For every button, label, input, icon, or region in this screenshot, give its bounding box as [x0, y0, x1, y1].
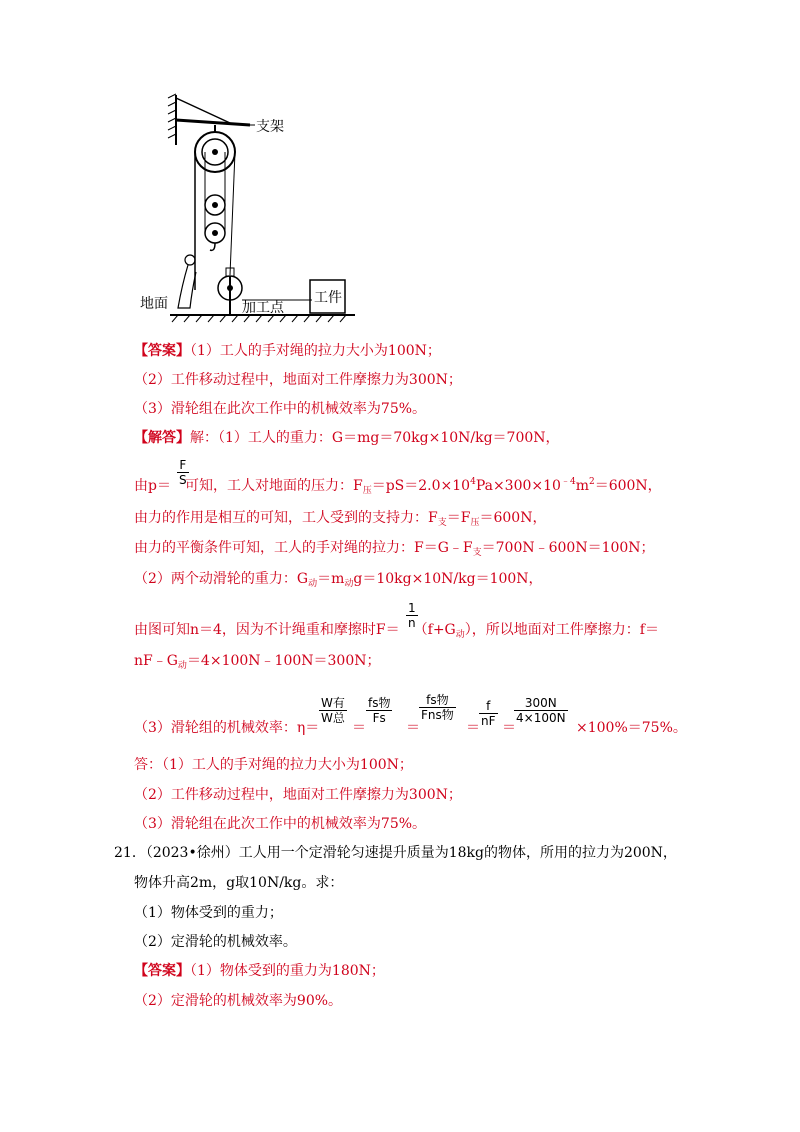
solution-tag: 【解答】 [134, 430, 190, 446]
solution-line-8: （3）滑轮组的机械效率：η＝ [134, 720, 320, 736]
fraction-fns: fs物 Fns物 [421, 693, 454, 722]
solution-line-1 [134, 428, 560, 448]
solution-text: 解：（1）工人的重力：G＝mg＝70kg×10N/kg＝700N， [190, 430, 560, 446]
q21-line-2: 物体升高2m，g取10N/kg。求： [134, 875, 344, 891]
final-line-1 [134, 755, 413, 775]
equals-4: ＝ [502, 720, 516, 736]
fraction-fs: fs物 Fs [368, 696, 391, 725]
solution-line-3: 由力的作用是相互的可知，工人受到的支持力：$F_支=F_压=600N$， [134, 510, 547, 528]
fraction-p: F S [179, 458, 187, 487]
q21-answer-1 [134, 961, 385, 981]
q21-line-1: 21．（2023•徐州）工人用一个定滑轮匀速提升质量为18kg的物体，所用的拉力为200N， [114, 845, 677, 861]
final-tag: 答： [134, 757, 162, 773]
solution-line-7: $nF﹣G_动=4\times 100N﹣100N=300N$； [134, 653, 381, 671]
efficiency-result: ×100%＝75%。 [576, 720, 687, 736]
q21-answer-2: （2）定滑轮的机械效率为90%。 [134, 993, 343, 1009]
answer-text: （1）工人的手对绳的拉力大小为100N； [190, 343, 441, 359]
q21-question-1: （1）物体受到的重力； [134, 905, 283, 921]
label-ground: 地面 [140, 296, 168, 312]
fraction-w: W有 W总 [321, 696, 345, 725]
q21-question-2: （2）定滑轮的机械效率。 [134, 934, 297, 950]
fraction-one-over-n: 1 n [408, 601, 416, 630]
equals-1: ＝ [352, 720, 366, 736]
solution-line-2: 由p＝ 可知，工人对地面的压力：$F_压=pS=2.0\times 10^4Pa\times 300\times 10^{﹣4}m^2=600N$， [134, 477, 662, 496]
solution-line-5: （2）两个动滑轮的重力：$G_动=m_动g=10kg\times 10N/kg=100N$， [134, 571, 543, 589]
final-line-3: （3）滑轮组在此次工作中的机械效率为75%。 [134, 816, 427, 832]
answer-line-3: （3）滑轮组在此次工作中的机械效率为75%。 [134, 401, 427, 417]
q21-answer-text: （1）物体受到的重力为180N； [190, 963, 385, 979]
final-text: （1）工人的手对绳的拉力大小为100N； [162, 757, 413, 773]
label-support: 支架 [256, 119, 284, 135]
q21-answer-tag: 【答案】 [134, 963, 190, 979]
solution-line-6: 由图可知n＝4，因为不计绳重和摩擦时$F= (f+G_动)$，所以地面对工件摩擦力：f＝ [134, 622, 659, 640]
fraction-f-nf: f nF [481, 699, 496, 728]
pulley-diagram [130, 90, 360, 325]
solution-line-4: 由力的平衡条件可知，工人的手对绳的拉力：$F=G﹣F_支=700N﹣600N=100N$； [134, 540, 655, 558]
fraction-300n: 300N 4×100N [516, 696, 566, 725]
label-point: 加工点 [242, 300, 284, 316]
equals-3: ＝ [466, 720, 480, 736]
label-workpiece: 工件 [314, 290, 342, 306]
final-line-2: （2）工件移动过程中，地面对工件摩擦力为300N； [134, 787, 462, 803]
answer-line-1 [134, 341, 441, 361]
answer-line-2: （2）工件移动过程中，地面对工件摩擦力为300N； [134, 372, 462, 388]
equals-2: ＝ [406, 720, 420, 736]
answer-tag: 【答案】 [134, 343, 190, 359]
